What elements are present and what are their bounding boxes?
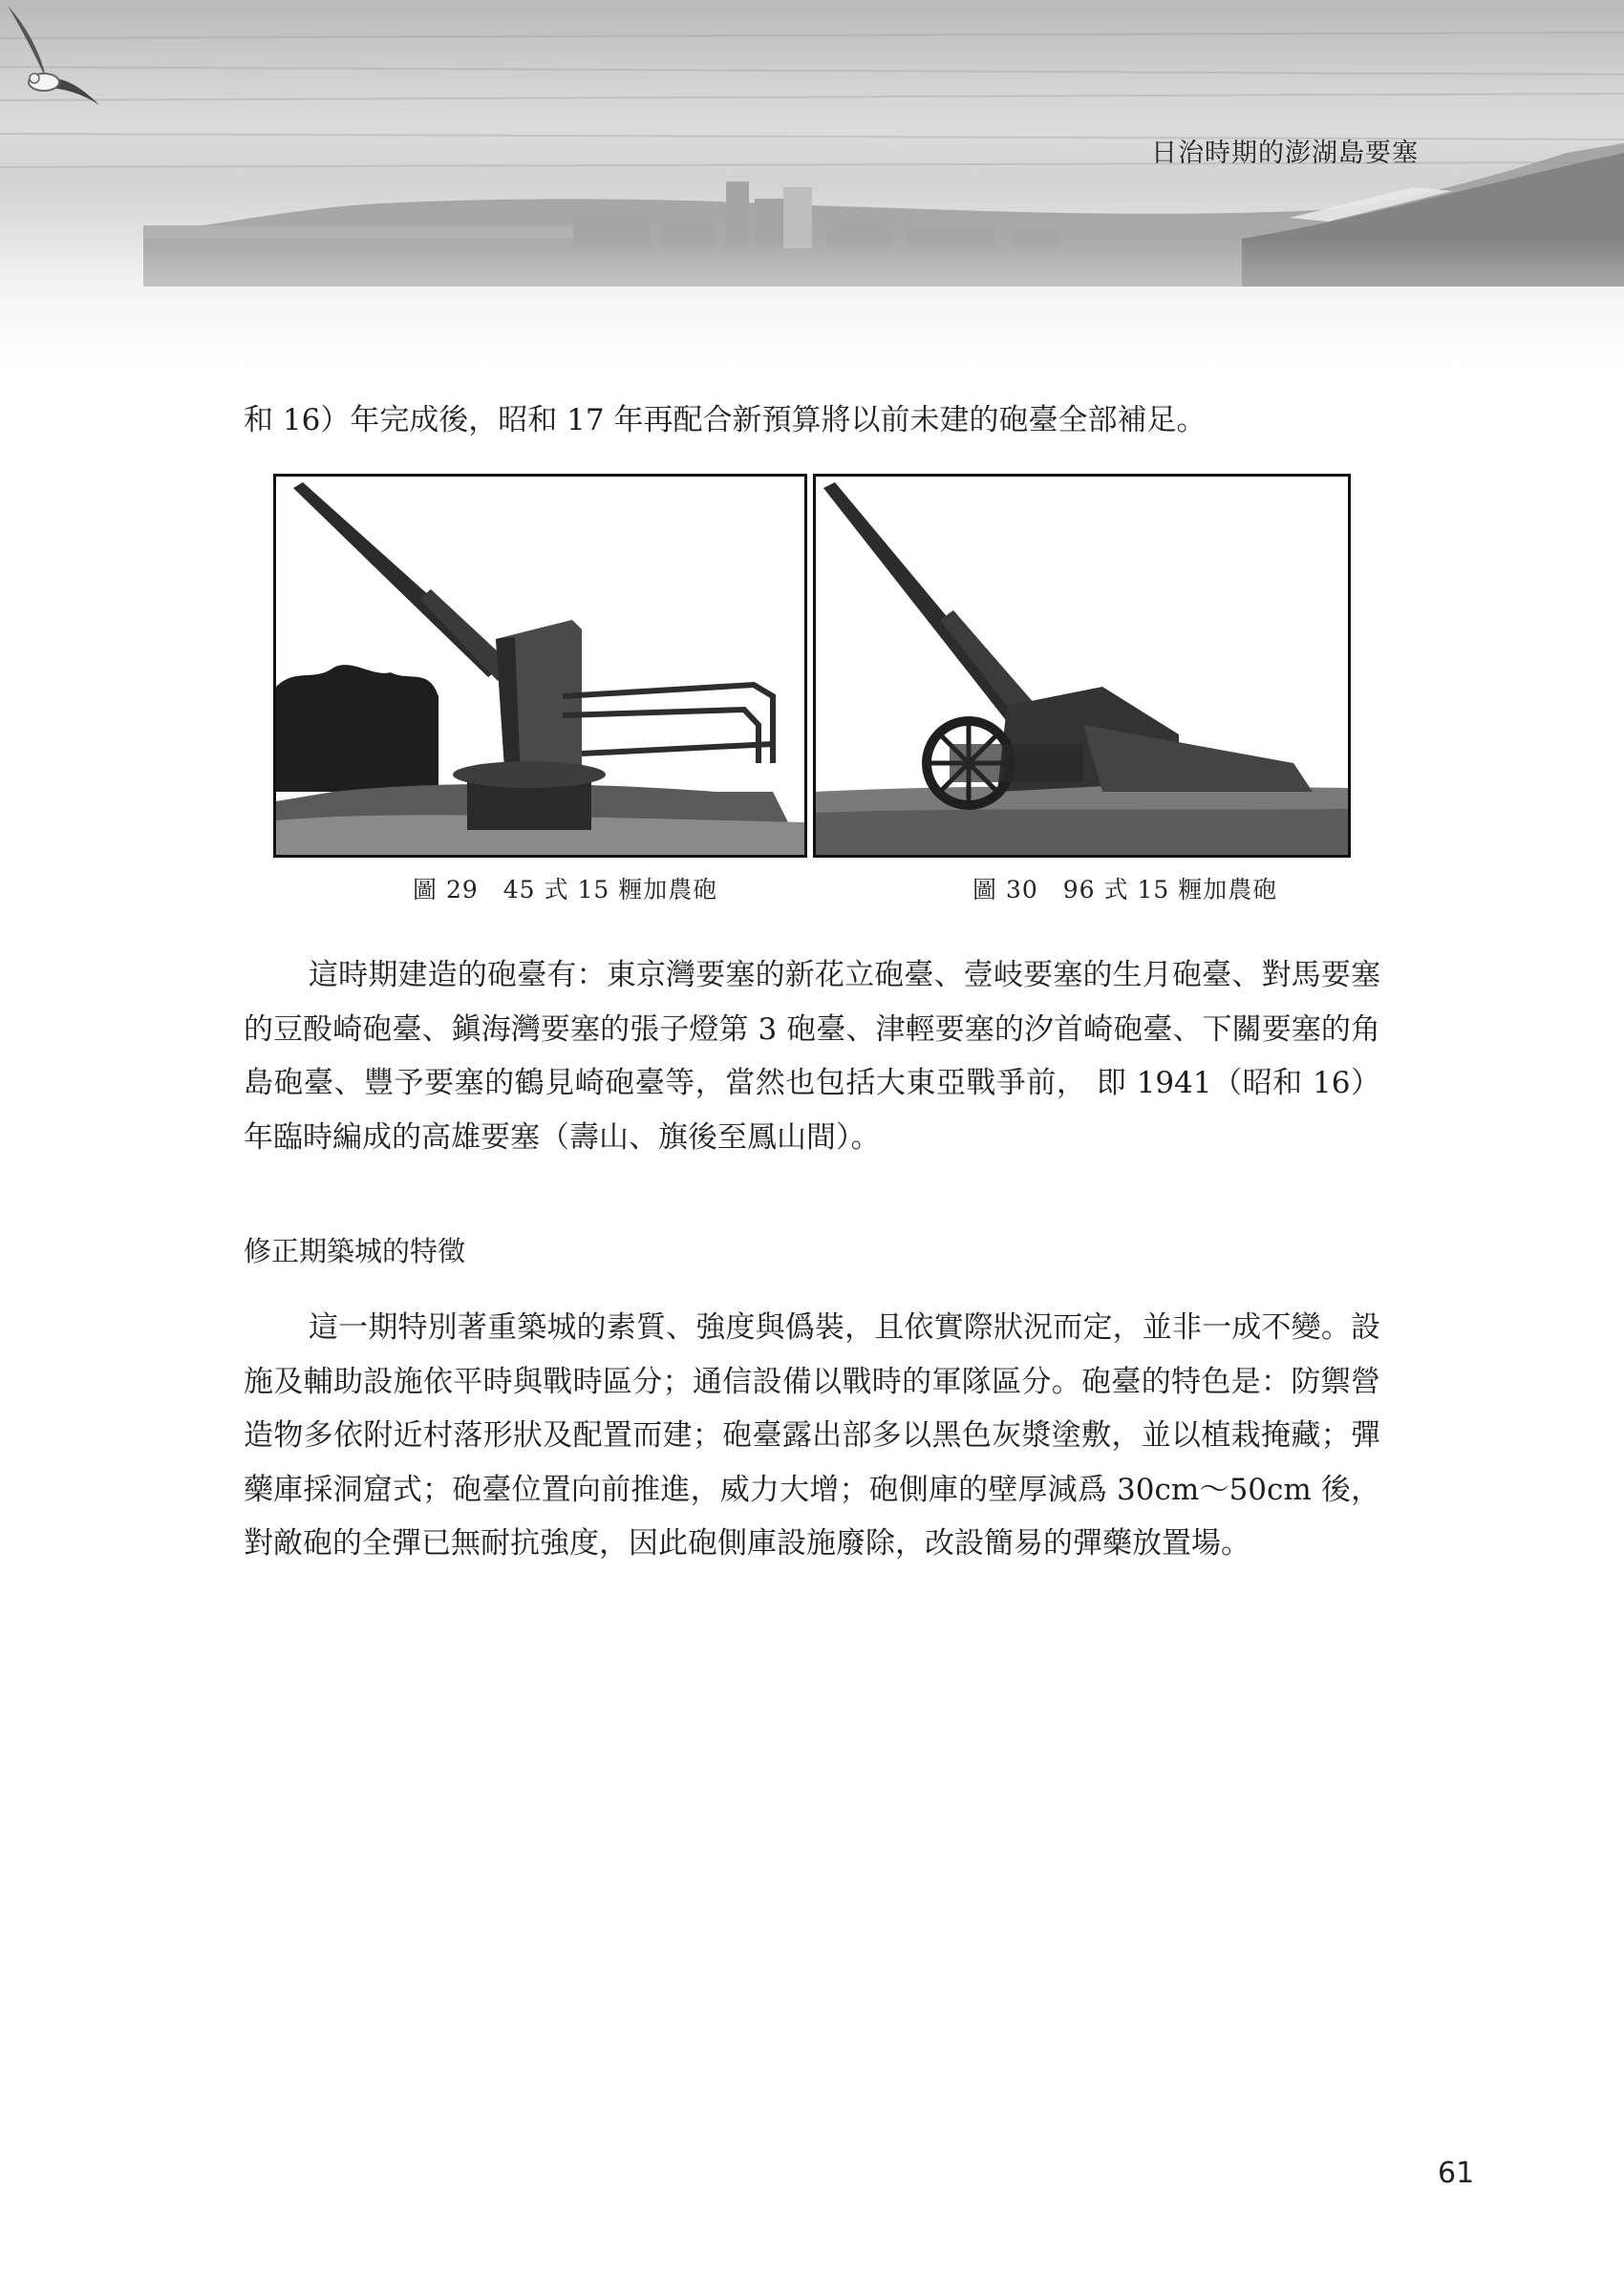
figure-29-caption: 圖 29 45 式 15 糎加農砲 <box>413 876 718 904</box>
coastline-photo <box>0 0 1624 401</box>
paragraph-forts: 這時期建造的砲臺有：東京灣要塞的新花立砲臺、壹岐要塞的生月砲臺、對馬要塞的豆酘崎砲臺、鎭海灣要塞的張子燈第 3 砲臺、津輕要塞的汐首崎砲臺、下關要塞的角島砲臺、豐予要塞的鶴見崎砲臺等，當然也包括大東亞戰爭前， 即 1941（昭和 16）年臨時編成的高雄要塞（壽山、旗後至鳳山間）。 <box>244 958 1380 1155</box>
header-banner <box>0 0 1624 401</box>
seagull-icon <box>0 0 105 115</box>
figure-29-photo <box>273 474 807 858</box>
running-title: 日治時期的澎湖島要塞 <box>1151 138 1419 168</box>
page-number: 61 <box>1438 2157 1475 2190</box>
section-heading: 修正期築城的特徵 <box>244 1235 466 1267</box>
figure-30-caption: 圖 30 96 式 15 糎加農砲 <box>972 876 1278 904</box>
paragraph-features: 這一期特別著重築城的素質、強度與僞裝，且依實際狀況而定，並非一成不變。設施及輔助設施依平時與戰時區分；通信設備以戰時的軍隊區分。砲臺的特色是：防禦營造物多依附近村落形狀及配置而建；砲臺露出部多以黑色灰漿塗敷，並以植栽掩藏；彈藥庫採洞窟式；砲臺位置向前推進，威力大增；砲側庫的壁厚減爲 30cm～50cm 後，對敵砲的全彈已無耐抗強度，因此砲側庫設施廢除，改設簡易的彈藥放置場。 <box>244 1310 1380 1561</box>
figure-30-photo <box>813 474 1351 858</box>
intro-line: 和 16）年完成後，昭和 17 年再配合新預算將以前未建的砲臺全部補足。 <box>244 403 1207 437</box>
